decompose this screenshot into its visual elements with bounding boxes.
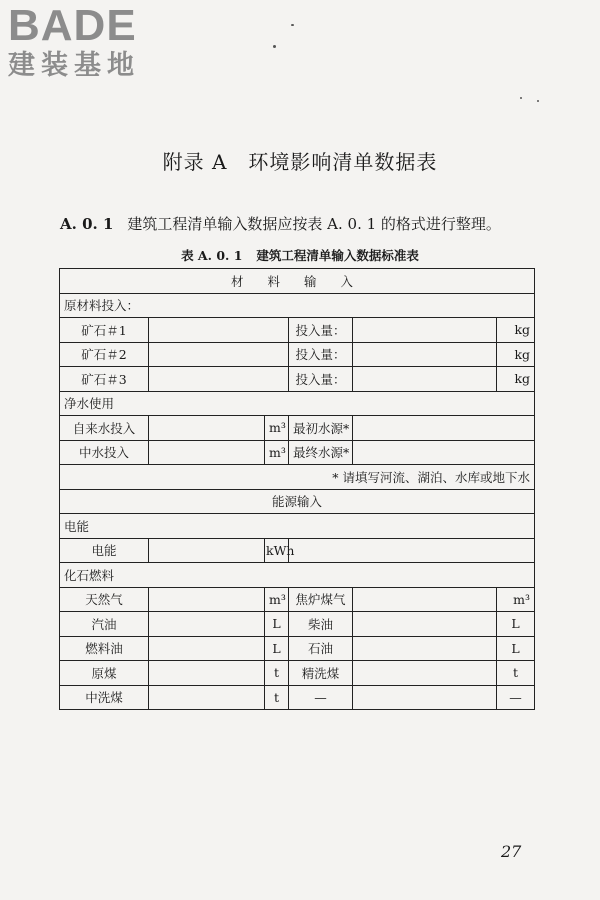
fuel-label-left: 天然气 (60, 587, 149, 612)
ore-amount-label: 投入量： (289, 367, 353, 392)
fuel-unit-left: t (265, 661, 289, 686)
clause-text: 建筑工程清单输入数据应按表 A. 0. 1 的格式进行整理。 (127, 215, 501, 233)
table-row (60, 538, 535, 563)
fuel-value-cell (149, 612, 265, 637)
clause-paragraph (60, 213, 501, 234)
fuel-value-cell (353, 587, 497, 612)
electric-unit: kWh (265, 538, 289, 563)
fuel-value-cell (353, 661, 497, 686)
fuel-label-left: 燃料油 (60, 636, 149, 661)
water-value-cell (149, 416, 265, 441)
water-value-cell (149, 440, 265, 465)
watermark-logo (8, 1, 140, 82)
table-row (60, 440, 535, 465)
water-source-note: * 请填写河流、湖泊、水库或地下水 (60, 465, 535, 490)
ore-label: 矿石＃2 (60, 342, 149, 367)
raw-material-heading: 原材料投入： (60, 293, 535, 318)
fuel-unit-right: m³ (497, 587, 535, 612)
material-input-header: 材 料 输 入 (60, 269, 535, 294)
fuel-label-left: 原煤 (60, 661, 149, 686)
fuel-value-cell (149, 636, 265, 661)
table-row (60, 293, 535, 318)
inventory-data-table (59, 268, 535, 710)
table-row (60, 342, 535, 367)
ore-unit: kg (497, 367, 535, 392)
table-caption (0, 246, 600, 264)
fuel-value-cell (353, 636, 497, 661)
ore-amount-cell (353, 367, 497, 392)
water-source-label: 最终水源* (289, 440, 353, 465)
fuel-value-cell (149, 685, 265, 710)
table-caption-title: 建筑工程清单输入数据标准表 (256, 248, 419, 263)
water-label: 自来水投入 (60, 416, 149, 441)
fuel-label-right: 石油 (289, 636, 353, 661)
water-label: 中水投入 (60, 440, 149, 465)
scan-speck (537, 100, 539, 102)
fuel-unit-left: t (265, 685, 289, 710)
electric-blank-cell (289, 538, 535, 563)
fuel-value-cell (353, 685, 497, 710)
fuel-label-left: 中洗煤 (60, 685, 149, 710)
table-row (60, 514, 535, 539)
ore-value-cell (149, 367, 289, 392)
ore-unit: kg (497, 318, 535, 343)
ore-amount-label: 投入量： (289, 342, 353, 367)
energy-input-header: 能源输入 (60, 489, 535, 514)
table-row (60, 661, 535, 686)
ore-value-cell (149, 342, 289, 367)
water-heading: 净水使用 (60, 391, 535, 416)
table-row (60, 489, 535, 514)
table-row (60, 563, 535, 588)
scan-speck (520, 97, 522, 99)
logo-latin-text: BADE (8, 1, 137, 50)
table-row (60, 636, 535, 661)
table-row (60, 269, 535, 294)
fuel-value-cell (149, 661, 265, 686)
table-row (60, 587, 535, 612)
fuel-unit-left: L (265, 636, 289, 661)
water-source-label: 最初水源* (289, 416, 353, 441)
table-row (60, 685, 535, 710)
table-row (60, 416, 535, 441)
electric-label: 电能 (60, 538, 149, 563)
page-number: 27 (501, 842, 522, 861)
fuel-unit-left: L (265, 612, 289, 637)
ore-amount-label: 投入量： (289, 318, 353, 343)
fuel-unit-right: L (497, 636, 535, 661)
fuel-value-cell (149, 587, 265, 612)
water-source-cell (353, 440, 535, 465)
fuel-unit-right: — (497, 685, 535, 710)
scan-speck (291, 24, 294, 26)
table-row (60, 465, 535, 490)
logo-cjk-text: 建装基地 (8, 50, 140, 81)
water-unit: m³ (265, 416, 289, 441)
fuel-label-right: 焦炉煤气 (289, 587, 353, 612)
ore-label: 矿石＃1 (60, 318, 149, 343)
electric-heading: 电能 (60, 514, 535, 539)
table-row (60, 391, 535, 416)
table-row (60, 318, 535, 343)
clause-number: A. 0. 1 (60, 215, 114, 233)
table-row (60, 367, 535, 392)
fuel-unit-right: L (497, 612, 535, 637)
scan-speck (273, 45, 276, 48)
table-row (60, 612, 535, 637)
fuel-label-right: 柴油 (289, 612, 353, 637)
fuel-unit-right: t (497, 661, 535, 686)
fuel-label-right: — (289, 685, 353, 710)
electric-value-cell (149, 538, 265, 563)
appendix-title: 附录 A 环境影响清单数据表 (162, 150, 438, 174)
fuel-label-left: 汽油 (60, 612, 149, 637)
fuel-unit-left: m³ (265, 587, 289, 612)
fossil-fuel-heading: 化石燃料 (60, 563, 535, 588)
water-unit: m³ (265, 440, 289, 465)
ore-amount-cell (353, 342, 497, 367)
fuel-label-right: 精洗煤 (289, 661, 353, 686)
fuel-value-cell (353, 612, 497, 637)
ore-amount-cell (353, 318, 497, 343)
ore-value-cell (149, 318, 289, 343)
ore-unit: kg (497, 342, 535, 367)
water-source-cell (353, 416, 535, 441)
table-caption-number: 表 A. 0. 1 (181, 248, 243, 263)
ore-label: 矿石＃3 (60, 367, 149, 392)
